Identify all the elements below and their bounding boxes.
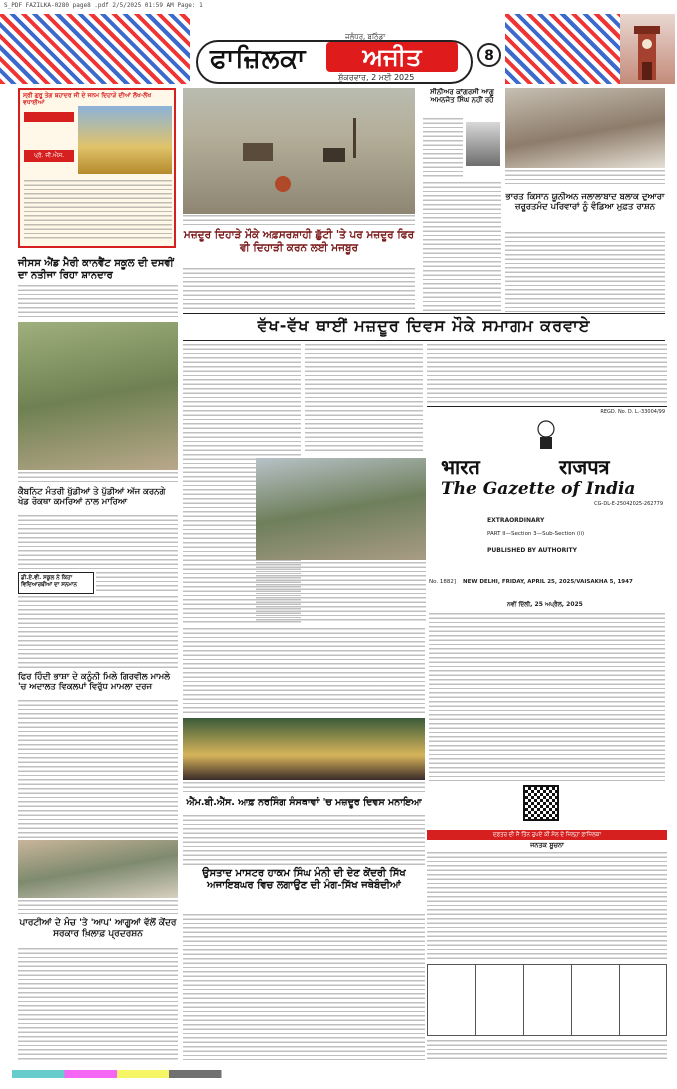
header-pattern-right xyxy=(505,14,620,84)
gazette-hindi-title: भारत xyxy=(441,455,480,479)
nursing-caption xyxy=(183,782,425,794)
nursing-photo xyxy=(183,718,425,780)
building-illustration xyxy=(620,14,675,84)
cabinet-body xyxy=(18,515,178,571)
nursing-body xyxy=(183,815,425,865)
notice-table xyxy=(427,964,667,1036)
banner-headline: ਵੱਖ-ਵੱਖ ਥਾਈਂ ਮਜ਼ਦੂਰ ਦਿਵਸ ਮੌਕੇ ਸਮਾਗਮ ਕਰਵਾਏ xyxy=(257,316,591,335)
labour-caption xyxy=(183,215,415,227)
public-notice-body xyxy=(427,852,667,962)
boxed-note xyxy=(18,572,94,594)
masthead-date: ਸ਼ੁੱਕਰਵਾਰ, 2 ਮਈ 2025 xyxy=(338,73,415,82)
gazette-published: PUBLISHED BY AUTHORITY xyxy=(487,547,577,554)
clock-tower-icon xyxy=(620,14,675,84)
nursing-headline: ਐੱਮ.ਬੀ.ਐੱਸ. ਆਫ਼ ਨਰਸਿੰਗ ਸੰਸਥਾਵਾਂ 'ਚ ਮਜ਼ਦੂਰ ਦਿਵਸ ਮਨਾਇਆ xyxy=(186,797,422,808)
kisan-caption xyxy=(505,170,665,184)
ustad-body xyxy=(183,914,425,1060)
red-bar: ਦਫ਼ਤਰ ਦੀ ਸੈ ਤਿੰਨ ਰੁਪਏ ਕੀ ਸੋਲ ਦੇ ਜ਼ਿਲ੍ਹਾ ਫ਼ਾਜ਼ਿਲਕਾ xyxy=(427,830,667,840)
hindi-headline: ਫਿਰ ਹਿੰਦੀ ਭਾਸ਼ਾ ਦੇ ਕਨੂੰਨੀ ਮਿਲੇ ਗਿਰਵੀਲ ਮਾਮਲੇ 'ਚ ਅਦਾਲਤ ਵਿਕਲਪਾਂ ਵਿਰੁੱਧ ਮਾਮਲਾ ਦਰਜ xyxy=(18,672,170,693)
public-notice-title: ਜਨਤਕ ਸੂਚਨਾ xyxy=(530,841,564,849)
ad-title: ਸ੍ਰੀ ਗੁਰੂ ਤੇਗ ਬਹਾਦਰ ਜੀ ਦੇ ਜਨਮ ਦਿਹਾੜੇ ਦੀਆਂ ਲੱਖ-ਲੱਖ ਵਧਾਈਆਂ xyxy=(23,92,152,107)
labour-body xyxy=(183,268,415,312)
header-pattern-left xyxy=(0,14,190,84)
gazette-dateline: NEW DELHI, FRIDAY, APRIL 25, 2025/VAISAKHA 5, 1947 xyxy=(463,579,633,585)
cabinet-headline: ਕੈਬਨਿਟ ਮੰਤਰੀ ਖੁੱਡੀਆਂ ਤੇ ਪੁੱਡੀਆਂ ਅੱਜ ਕਰਨਗੇ ਖੇਡ ਰੋਕਥਾ ਕਮਰਿਆਂ ਨਾਲ ਮਾਰਿਆ xyxy=(18,487,166,508)
kisan-photo xyxy=(505,88,665,168)
senior-body xyxy=(423,118,463,178)
left-advertisement xyxy=(18,88,176,248)
gazette-cg-code: CG-DL-E-25042025-262779 xyxy=(594,501,663,507)
ad-text xyxy=(24,180,172,240)
masthead-title-left: ਫਾਜ਼ਿਲਕਾ xyxy=(210,44,307,74)
gazette-body xyxy=(429,613,665,781)
masthead-title-right: ਅਜੀਤ xyxy=(362,42,422,71)
qr-code xyxy=(523,785,559,821)
rule-top xyxy=(183,313,665,314)
gazette-reg: REGD. No. D. L.-33004/99 xyxy=(600,409,665,415)
masthead-title-right-box xyxy=(326,42,458,72)
labour-photo-scene xyxy=(183,88,415,214)
party-body xyxy=(18,948,178,1060)
labour-day-col-5 xyxy=(183,628,425,716)
gazette-notice xyxy=(427,406,667,827)
protest-caption xyxy=(18,900,178,914)
police-photo xyxy=(18,322,178,470)
ad-sub-label: ਪ੍ਰੋ. ਜੀ.ਐਸ. xyxy=(24,150,74,162)
police-photo-caption xyxy=(18,472,178,484)
labour-photo xyxy=(183,88,415,214)
senior-headline: ਸੀਨੀਅਰ ਕਾਂਗਰਸੀ ਆਗੂ ਅਮਨਜੋਤ ਸਿੰਘ ਨਹੀਂ ਰਹੇ xyxy=(430,88,494,105)
golden-temple-image xyxy=(78,106,172,174)
labour-headline: ਮਜ਼ਦੂਰ ਦਿਹਾੜੇ ਮੌਕੇ ਅਫ਼ਸਰਸ਼ਾਹੀ ਛੁੱਟੀ 'ਤੇ ਪਰ ਮਜ਼ਦੂਰ ਫਿਰ ਵੀ ਦਿਹਾੜੀ ਕਰਨ ਲਈ ਮਜਬੂਰ xyxy=(183,229,415,254)
notice-footer xyxy=(427,1040,667,1060)
school-body xyxy=(18,285,178,320)
gazette-english-title: The Gazette of India xyxy=(441,479,636,499)
gazette-hindi-title-2: राजपत्र xyxy=(559,455,610,479)
party-headline: ਪਾਰਟੀਆਂ ਦੇ ਮੰਚ 'ਤੇ 'ਆਪ' ਆਗੂਆਂ ਵੱਲੋਂ ਕੇਂਦਰ ਸਰਕਾਰ ਖ਼ਿਲਾਫ਼ ਪ੍ਰਦਰਸ਼ਨ xyxy=(19,918,177,939)
gazette-part: PART II—Section 3—Sub-Section (ii) xyxy=(487,531,585,537)
cabinet-body-3 xyxy=(18,596,178,668)
school-headline: ਜੀਸਸ ਐਂਡ ਮੈਰੀ ਕਾਨਵੈਂਟ ਸਕੂਲ ਦੀ ਦਸਵੀਂ ਦਾ ਨਤੀਜਾ ਰਿਹਾ ਸ਼ਾਨਦਾਰ xyxy=(18,258,174,281)
labour-day-col-3 xyxy=(256,562,426,622)
protest-photo xyxy=(18,840,178,898)
gazette-extraordinary: EXTRAORDINARY xyxy=(487,517,545,524)
kisan-headline: ਭਾਰਤ ਕਿਸਾਨ ਯੂਨੀਅਨ ਜਲਾਲਾਬਾਦ ਬਲਾਕ ਦੁਆਰਾ ਜ਼ਰੂਰਤਮੰਦ ਪਰਿਵਾਰਾਂ ਨੂੰ ਵੰਡਿਆ ਮੁਫ਼ਤ ਰਾਸ਼ਨ xyxy=(505,192,665,213)
cabinet-body-2 xyxy=(96,572,178,594)
labour-day-col-2 xyxy=(305,344,423,454)
page-number: 8 xyxy=(477,43,501,67)
labour-day-col-4 xyxy=(427,344,667,404)
ad-red-label xyxy=(24,112,74,122)
printer-line: S_PDF FAZILKA-0280 page8 .pdf 2/5/2025 01:59 AM Page: 1 xyxy=(4,2,203,9)
kisan-body xyxy=(505,232,665,312)
labour-day-group-photo xyxy=(256,458,426,560)
senior-body-2 xyxy=(423,182,501,312)
boxed-note-head: ਡੀ.ਏ.ਵੀ. ਸਕੂਲ ਨੇ ਕਿਹਾ ਵਿਦਿਆਰਥੀਆਂ ਦਾ ਸਨਮਾਨ xyxy=(21,575,77,588)
senior-portrait xyxy=(466,122,500,166)
hindi-body xyxy=(18,700,178,838)
gazette-issue-no: No. 1882] xyxy=(429,579,457,585)
gazette-notice-head: ਨਵੀਂ ਦਿੱਲੀ, 25 ਅਪ੍ਰੈਲ, 2025 xyxy=(507,601,583,608)
rule-bottom xyxy=(183,340,665,341)
color-registration-strip xyxy=(12,1070,667,1078)
emblem-icon xyxy=(529,417,563,451)
ustad-headline: ਉਸਤਾਦ ਮਾਸਟਰ ਹਾਕਮ ਸਿੰਘ ਮੰਨੀ ਦੀ ਦੇਣ ਕੇਂਦਰੀ ਸਿੱਖ ਅਜਾਇਬਘਰ ਵਿਚ ਲਗਾਉਣ ਦੀ ਮੰਗ-ਸਿੱਖ ਜਥੇਬੰਦੀਆਂ xyxy=(202,868,406,891)
masthead-small-label: ਜਲੰਧਰ, ਬਠਿੰਡਾ xyxy=(345,33,386,41)
